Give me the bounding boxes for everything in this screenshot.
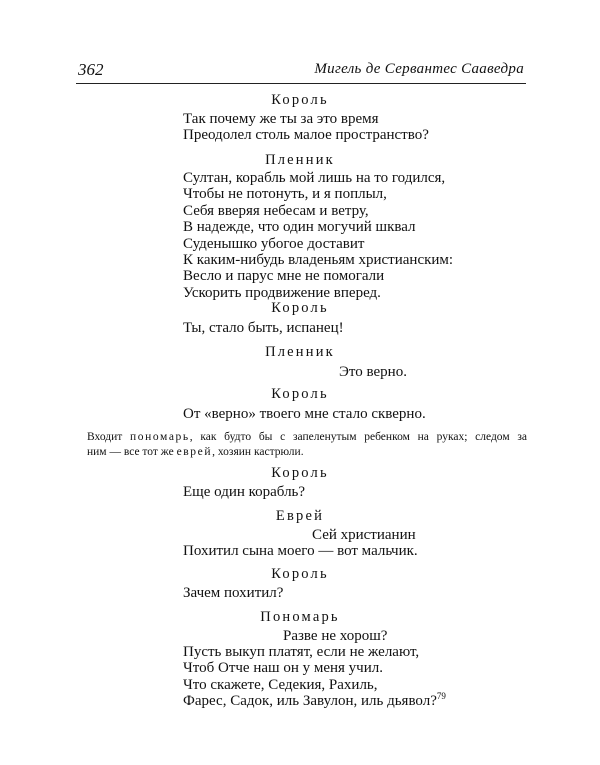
verse-line: Ускорить продвижение вперед. <box>183 284 381 301</box>
speaker-name: Король <box>271 300 329 316</box>
verse-block <box>183 170 453 301</box>
character-name: еврей <box>176 446 213 458</box>
verse-block <box>312 527 416 543</box>
stage-text: Входит <box>87 431 123 443</box>
verse-line: Суденышко убогое доставит <box>183 235 365 252</box>
verse-line: Чтобы не потонуть, и я поплыл, <box>183 186 387 203</box>
stage-text: , хозяин кастрюли. <box>212 446 304 458</box>
speaker-name: Король <box>271 566 329 582</box>
verse-block <box>183 320 344 336</box>
speaker-name: Пленник <box>265 152 335 168</box>
page-header <box>76 58 526 84</box>
verse-line: От «верно» твоего мне стало скверно. <box>183 406 426 422</box>
verse-line <box>183 693 446 709</box>
verse-line: Весло и парус мне не помогали <box>183 268 385 285</box>
speaker-name: Король <box>271 386 329 402</box>
verse-block <box>183 111 429 144</box>
verse-block <box>183 543 418 559</box>
verse-line: Ты, стало быть, испанец! <box>183 320 344 336</box>
verse-line: Что скажете, Седекия, Рахиль, <box>183 676 378 693</box>
verse-block <box>283 628 387 644</box>
verse-line: Разве не хорош? <box>283 628 388 644</box>
verse-line: Зачем похитил? <box>183 585 284 601</box>
speaker-name: Еврей <box>275 508 325 524</box>
verse-line: Похитил сына моего — вот мальчик. <box>183 543 418 559</box>
verse-line: Себя вверяя небесам и ветру, <box>183 202 369 219</box>
speaker-name: Пленник <box>265 344 335 360</box>
verse-block <box>183 406 426 422</box>
running-title: Мигель де Сервантес Сааведра <box>314 61 524 77</box>
verse-block <box>339 364 407 380</box>
stage-direction <box>87 430 527 460</box>
verse-line: Чтоб Отче наш он у меня учил. <box>183 660 383 677</box>
verse-block <box>183 585 283 601</box>
character-name: пономарь <box>130 431 190 443</box>
verse-line: Сей христианин <box>312 527 416 543</box>
stage-line <box>87 445 527 460</box>
stage-text: , как будто бы с запеленутым ребенком на руках; следом за <box>189 431 528 443</box>
verse-line: Это верно. <box>339 364 407 380</box>
verse-line: Так почему же ты за это время <box>183 111 379 127</box>
speaker-name: Король <box>271 92 329 108</box>
verse-line: Пусть выкуп платят, если не желают, <box>183 644 420 660</box>
verse-line: Еще один корабль? <box>183 484 306 500</box>
verse-text: Фарес, Садок, иль Завулон, иль дьявол? <box>183 693 437 710</box>
verse-line: В надежде, что один могучий шквал <box>183 219 416 236</box>
header-rule <box>76 83 526 84</box>
page-number: 362 <box>78 60 104 79</box>
verse-line: К каким-нибудь владеньям христианским: <box>183 251 454 268</box>
footnote-marker: 79 <box>436 691 446 702</box>
verse-line: Преодолел столь малое пространство? <box>183 127 429 144</box>
speaker-name: Пономарь <box>260 609 340 625</box>
speaker-name: Король <box>271 465 329 481</box>
stage-text: ним — все тот же <box>87 446 174 458</box>
verse-block <box>183 484 305 500</box>
stage-line <box>87 430 527 445</box>
verse-line: Султан, корабль мой лишь на то годился, <box>183 170 446 186</box>
verse-block <box>183 644 446 710</box>
